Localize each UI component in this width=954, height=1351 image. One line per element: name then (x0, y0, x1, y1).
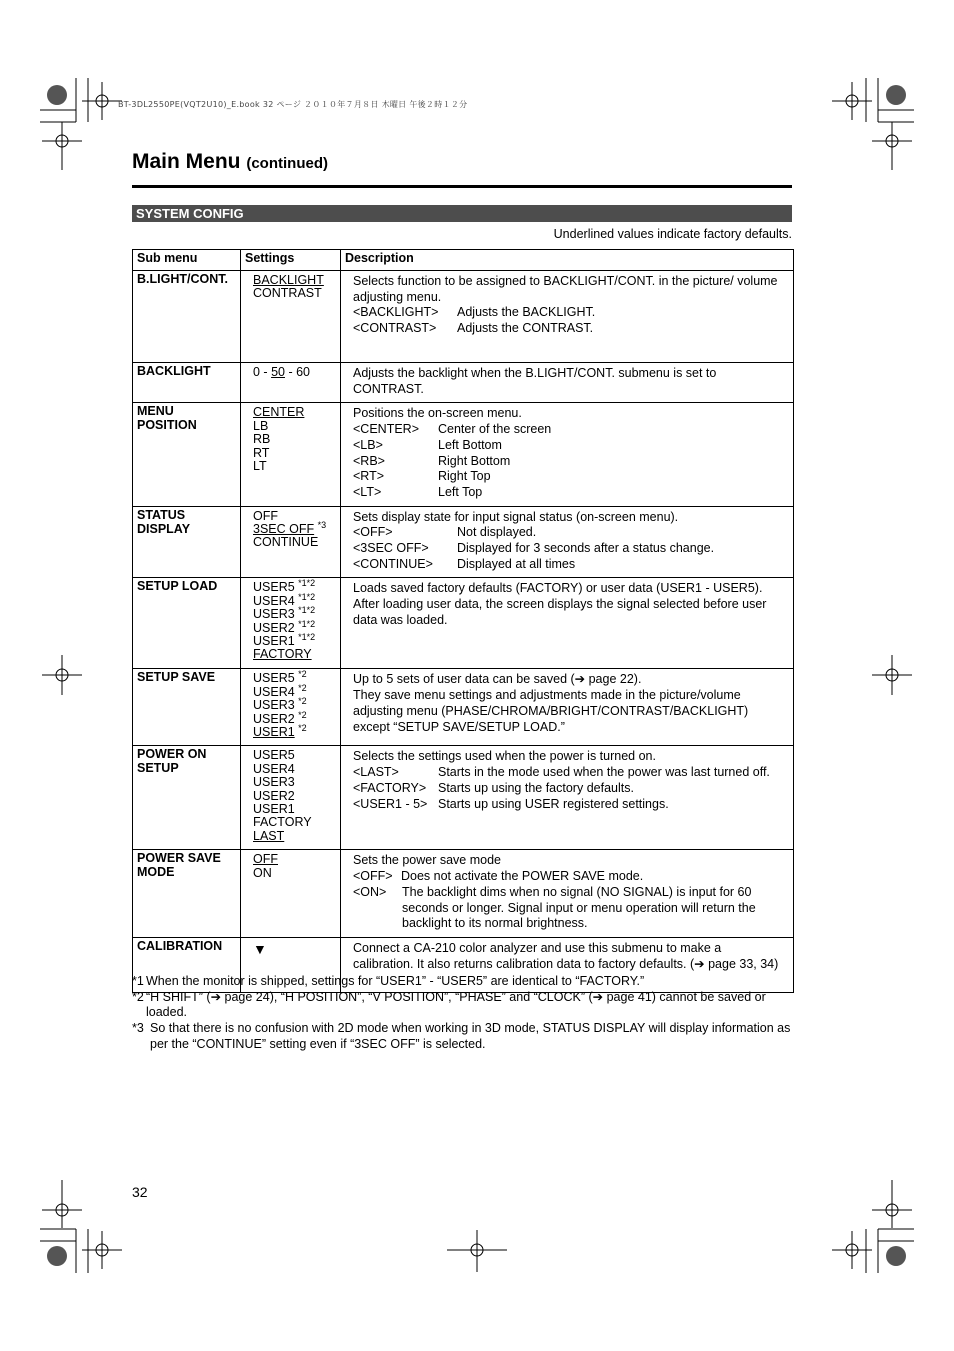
option-row (353, 765, 783, 781)
setting-value-with-note (253, 669, 336, 686)
settings-cell (241, 271, 341, 363)
settings-cell (241, 669, 341, 746)
section-heading: SYSTEM CONFIG (132, 205, 792, 222)
footnote-mark: *1 (132, 974, 144, 988)
footnote-ref: *1*2 (298, 591, 316, 602)
option-row (353, 781, 783, 797)
setting-range-min: 0 - (253, 365, 272, 379)
description-text: Sets display state for input signal status (on-screen menu). (353, 509, 679, 524)
option-text: The backlight dims when no signal (NO SIGNAL) is input for 60 seconds or longer. Signal input or menu operation will return the backlight to its normal brightness. (402, 884, 756, 931)
header-sub-menu: Sub menu (133, 250, 241, 271)
description-text: Selects the settings used when the power is turned on. (353, 749, 656, 764)
setting-value: USER4 (253, 684, 295, 699)
setting-value: RB (253, 432, 271, 447)
title-rule (132, 185, 792, 188)
sub-menu-cell: BACKLIGHT (133, 363, 241, 403)
page-title (132, 150, 328, 174)
title-main: Main Menu (132, 150, 241, 173)
description-cell (341, 363, 794, 403)
setting-value-with-note (253, 605, 336, 622)
option-row (353, 557, 783, 573)
description-cell (341, 669, 794, 746)
option-row (353, 525, 783, 541)
setting-value: LT (253, 459, 267, 474)
setting-value: CENTER (253, 405, 305, 420)
setting-value-with-note (253, 632, 336, 649)
option-key: <ON> (353, 884, 387, 899)
option-key: <RB> (353, 453, 385, 468)
setting-value: LAST (253, 828, 285, 843)
table-header-row (133, 250, 794, 271)
description-text: After loading user data, the screen displays the signal selected before user data was loaded. (353, 597, 767, 627)
system-config-table (132, 249, 794, 993)
sub-menu-cell: SETUP LOAD (133, 578, 241, 669)
setting-default: 50 (271, 365, 285, 379)
option-key: <FACTORY> (353, 780, 427, 795)
settings-cell (241, 363, 341, 403)
option-text: Left Bottom (438, 437, 502, 452)
description-text: Connect a CA-210 color analyzer and use this submenu to make a calibration. It also returns calibration data to factory defaults. (➔ page 33, 34) (353, 940, 779, 971)
setting-value: CONTINUE (253, 535, 319, 550)
description-cell (341, 746, 794, 850)
setting-value: USER5 (253, 580, 295, 595)
settings-cell (241, 746, 341, 850)
option-row (353, 438, 783, 454)
option-row (353, 469, 783, 485)
option-text: Right Top (438, 469, 491, 484)
option-key: <OFF> (353, 525, 393, 540)
table-row (133, 403, 794, 506)
setting-value: 3SEC OFF (253, 522, 315, 537)
setting-value: USER5 (253, 671, 295, 686)
footnote-mark: *2 (132, 989, 144, 1004)
description-text: Positions the on-screen menu. (353, 406, 522, 421)
option-row (353, 321, 783, 337)
sub-menu-cell: STATUS DISPLAY (133, 506, 241, 578)
description-text: Adjusts the backlight when the B.LIGHT/CONT. submenu is set to CONTRAST. (353, 366, 717, 396)
settings-cell (241, 403, 341, 506)
option-text: Starts up using the factory defaults. (438, 780, 634, 795)
setting-value: RT (253, 445, 270, 460)
description-text: Sets the power save mode (353, 853, 501, 868)
table-row (133, 271, 794, 363)
book-print-info: BT-3DL2550PE(VQT2U10)_E.book 32 ページ ２０１０年７月８日 木曜日 午後２時１２分 (118, 100, 468, 109)
setting-value: USER3 (253, 775, 295, 790)
setting-value: BACKLIGHT (253, 273, 324, 287)
setting-value: USER2 (253, 620, 295, 635)
setting-value-with-note (253, 520, 336, 537)
option-key: <BACKLIGHT> (353, 305, 439, 320)
table-row (133, 746, 794, 850)
description-text: They save menu settings and adjustments made in the picture/volume adjusting menu (PHASE/CHROMA/BRIGHT/CONTRAST/BACKLIGHT) except “SETUP SAVE/SETUP LOAD.” (353, 688, 749, 734)
option-key: <CONTRAST> (353, 321, 437, 336)
option-text: Right Bottom (438, 453, 511, 468)
description-text: Loads saved factory defaults (FACTORY) or user data (USER1 - USER5). (353, 581, 763, 596)
footnote (132, 990, 794, 1021)
footnote-ref: *2 (298, 709, 307, 720)
option-text: Starts up using USER registered settings. (438, 796, 669, 811)
option-key: <OFF> (353, 869, 393, 884)
footnote-text: “H SHIFT” (➔ page 24), “H POSITION”, “V POSITION”, “PHASE” and “CLOCK” (➔ page 41) cannot be saved or loaded. (146, 989, 766, 1020)
setting-value: USER1 (253, 802, 295, 817)
option-key: <LB> (353, 437, 383, 452)
option-key: <3SEC OFF> (353, 541, 429, 556)
footnote-ref: *1*2 (298, 578, 316, 589)
setting-value: OFF (253, 852, 278, 867)
option-text: Left Top (438, 484, 483, 499)
setting-range-max: - 60 (284, 365, 310, 379)
title-suffix: (continued) (246, 155, 328, 172)
footnote-ref: *2 (298, 669, 307, 680)
setting-value: FACTORY (253, 815, 312, 830)
description-cell (341, 578, 794, 669)
defaults-note: Underlined values indicate factory defaults. (553, 227, 792, 241)
footnote-text: So that there is no confusion with 2D mode when working in 3D mode, STATUS DISPLAY will display information as per the “CONTINUE” setting even if “3SEC OFF” is selected. (150, 1021, 791, 1051)
description-text: Selects function to be assigned to BACKLIGHT/CONT. in the picture/ volume adjusting menu. (353, 274, 778, 304)
option-key: <LAST> (353, 765, 399, 780)
footnote-text: When the monitor is shipped, settings for “USER1” - “USER5” are identical to “FACTORY.” (146, 974, 645, 988)
page-number: 32 (132, 1184, 148, 1200)
setting-value: USER1 (253, 634, 295, 649)
description-text: Up to 5 sets of user data can be saved (➔ page 22). (353, 672, 642, 687)
option-row (353, 485, 783, 501)
option-text: Displayed at all times (457, 556, 576, 571)
option-text: Does not activate the POWER SAVE mode. (401, 869, 644, 884)
option-text: Starts in the mode used when the power was last turned off. (438, 765, 770, 780)
option-text: Center of the screen (438, 422, 552, 437)
table-row (133, 363, 794, 403)
footnote-ref: *1*2 (298, 618, 316, 629)
settings-cell (241, 506, 341, 578)
footnote (132, 974, 794, 990)
settings-cell (241, 850, 341, 938)
footnote (132, 1021, 794, 1052)
option-row (353, 422, 783, 438)
description-cell (341, 506, 794, 578)
option-row (353, 869, 783, 885)
setting-value: USER4 (253, 593, 295, 608)
setting-value: USER4 (253, 761, 295, 776)
option-row (353, 797, 783, 813)
sub-menu-cell: POWER ON SETUP (133, 746, 241, 850)
footnote-ref: *1*2 (298, 632, 316, 643)
sub-menu-cell: POWER SAVE MODE (133, 850, 241, 938)
option-row (353, 305, 783, 321)
description-cell (341, 403, 794, 506)
option-row (353, 541, 783, 557)
table-row (133, 850, 794, 938)
setting-value-with-note (253, 696, 336, 713)
footnote-mark: *3 (132, 1021, 144, 1036)
setting-value: USER1 (253, 725, 295, 740)
footnotes (132, 974, 794, 1053)
option-key: <LT> (353, 484, 382, 499)
setting-value: CONTRAST (253, 286, 322, 301)
description-cell (341, 271, 794, 363)
setting-value-with-note (253, 723, 336, 740)
setting-value: FACTORY (253, 647, 312, 662)
sub-menu-cell: MENU POSITION (133, 403, 241, 506)
table-row (133, 578, 794, 669)
setting-value: LB (253, 418, 269, 433)
setting-value: USER3 (253, 698, 295, 713)
sub-menu-cell: SETUP SAVE (133, 669, 241, 746)
option-row (353, 885, 783, 932)
setting-value: ON (253, 865, 272, 880)
sub-menu-cell: B.LIGHT/CONT. (133, 271, 241, 363)
option-text: Adjusts the BACKLIGHT. (457, 305, 596, 320)
table-row (133, 669, 794, 746)
setting-value: USER5 (253, 748, 295, 763)
setting-value: OFF (253, 508, 278, 523)
footnote-ref: *1*2 (298, 605, 316, 616)
option-text: Displayed for 3 seconds after a status change. (457, 541, 715, 556)
header-settings: Settings (241, 250, 341, 271)
footnote-ref: *3 (317, 520, 327, 531)
sub-menu-cell: CALIBRATION (133, 937, 241, 992)
setting-value: USER2 (253, 711, 295, 726)
setting-value-with-note (253, 578, 336, 595)
header-description: Description (341, 250, 794, 271)
option-key: <CONTINUE> (353, 556, 433, 571)
footnote-ref: *2 (298, 682, 307, 693)
submenu-arrow-icon: ▼ (253, 940, 267, 957)
option-text: Not displayed. (457, 525, 537, 540)
description-cell (341, 850, 794, 938)
settings-cell (241, 578, 341, 669)
option-text: Adjusts the CONTRAST. (457, 321, 594, 336)
option-row (353, 454, 783, 470)
option-key: <RT> (353, 469, 385, 484)
option-key: <USER1 - 5> (353, 796, 428, 811)
setting-value: USER3 (253, 607, 295, 622)
footnote-ref: *2 (298, 696, 307, 707)
table-row (133, 506, 794, 578)
footnote-ref: *2 (298, 723, 307, 734)
setting-value: USER2 (253, 788, 295, 803)
option-key: <CENTER> (353, 422, 419, 437)
